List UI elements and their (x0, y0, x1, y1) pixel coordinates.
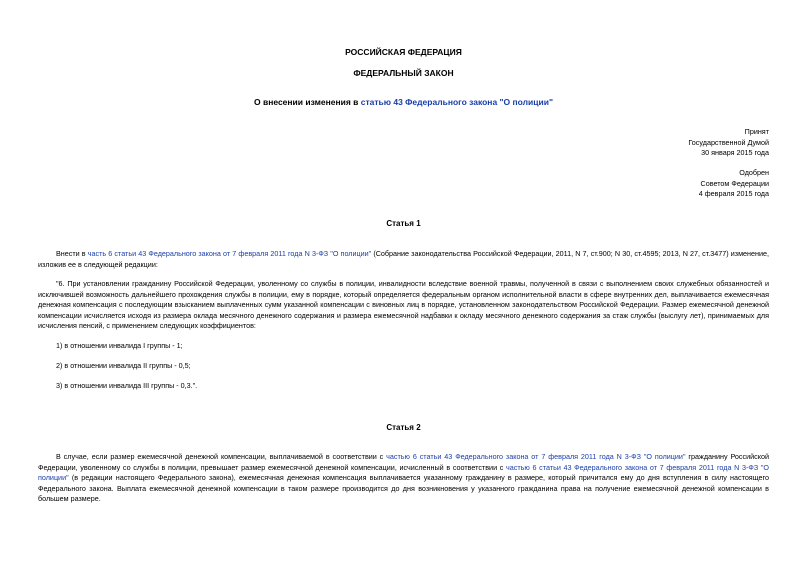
coefficient-item-1: 1) в отношении инвалида I группы - 1; (56, 341, 183, 350)
law-title (0, 97, 807, 107)
article-2-link-2[interactable]: частью 6 статьи 43 Федерального закона от 7 февраля 2011 года N 3-ФЗ "О полиции" (38, 462, 769, 482)
approved-body: Советом Федерации (700, 178, 769, 188)
adopted-date: 30 января 2015 года (701, 148, 769, 157)
article-1-intro-prefix: Внести в (56, 249, 88, 258)
article-1-intro-link[interactable]: часть 6 статьи 43 Федерального закона от 7 февраля 2011 года N 3-ФЗ "О полиции" (87, 249, 372, 258)
article-2-text-part1: В случае, если размер ежемесячной денежной компенсации, выплачиваемой в соответствии с (56, 452, 387, 461)
article-1-intro-suffix: (Собрание законодательства Российской Федерации, 2011, N 7, ст.900; N 30, ст.4595; 2013, N 27, ст.3477) изменение, изложив ее в следующей редакции: (38, 249, 769, 269)
law-title-link[interactable]: статью 43 Федерального закона "О полиции" (360, 97, 553, 107)
article-2-text-part2: гражданину Российской Федерации, уволенному со службы в полиции, превышает размер ежемесячной денежной компенсации, исчисленный в соответствии с (38, 452, 769, 472)
article-1-quote: "6. При установлении гражданину Российской Федерации, уволенному со службы в полиции, инвалидности вследствие военной травмы, полученной в связи с выполнением своих служебных обязанностей и исключившей возможность дальнейшего прохождения службы в полиции, ему в порядке, который определяется федеральным органом исполнительной власти в сфере внутренних дел, выплачивается ежемесячная денежная компенсация с последующим взысканием выплаченных сумм указанной компенсации с виновных лиц в порядке, установленном законодательством Российской Федерации. Размер ежемесячной денежной компенсации исчисляется исходя из размера оклада месячного денежного содержания и размера ежемесячной надбавки к окладу месячного денежного содержания за стаж службы (выслугу лет), принимаемых для исчисления пенсий, с применением следующих коэффициентов: (38, 279, 769, 330)
article-2-heading: Статья 2 (386, 423, 421, 432)
article-2-text (38, 452, 769, 505)
approved-date: 4 февраля 2015 года (698, 189, 769, 198)
coefficient-item-3: 3) в отношении инвалида III группы - 0,3.". (56, 381, 198, 390)
adopted-block (688, 127, 769, 159)
article-1-heading: Статья 1 (386, 219, 421, 228)
adopted-body: Государственной Думой (688, 137, 769, 147)
country-heading: РОССИЙСКАЯ ФЕДЕРАЦИЯ (345, 47, 462, 57)
law-title-prefix: О внесении изменения в (254, 97, 361, 107)
article-1-intro (38, 249, 769, 270)
adopted-label: Принят (744, 127, 769, 136)
article-2-text-part3: (в редакции настоящего Федерального закона), ежемесячная денежная компенсация выплачивается указанному гражданину в размере, который причитался ему до дня вступления в силу настоящего Федерального закона. Выплата ежемесячной денежной компенсации в таком размере производится до дня возникновения у указанного гражданина права на получение ежемесячной денежной компенсации в большем размере. (38, 473, 769, 503)
coefficient-item-2: 2) в отношении инвалида II группы - 0,5; (56, 361, 191, 370)
law-type-heading: ФЕДЕРАЛЬНЫЙ ЗАКОН (353, 68, 454, 78)
article-2-link-1[interactable]: частью 6 статьи 43 Федерального закона от 7 февраля 2011 года N 3-ФЗ "О полиции" (386, 452, 686, 461)
approved-label: Одобрен (739, 168, 769, 177)
approved-block (699, 168, 769, 200)
